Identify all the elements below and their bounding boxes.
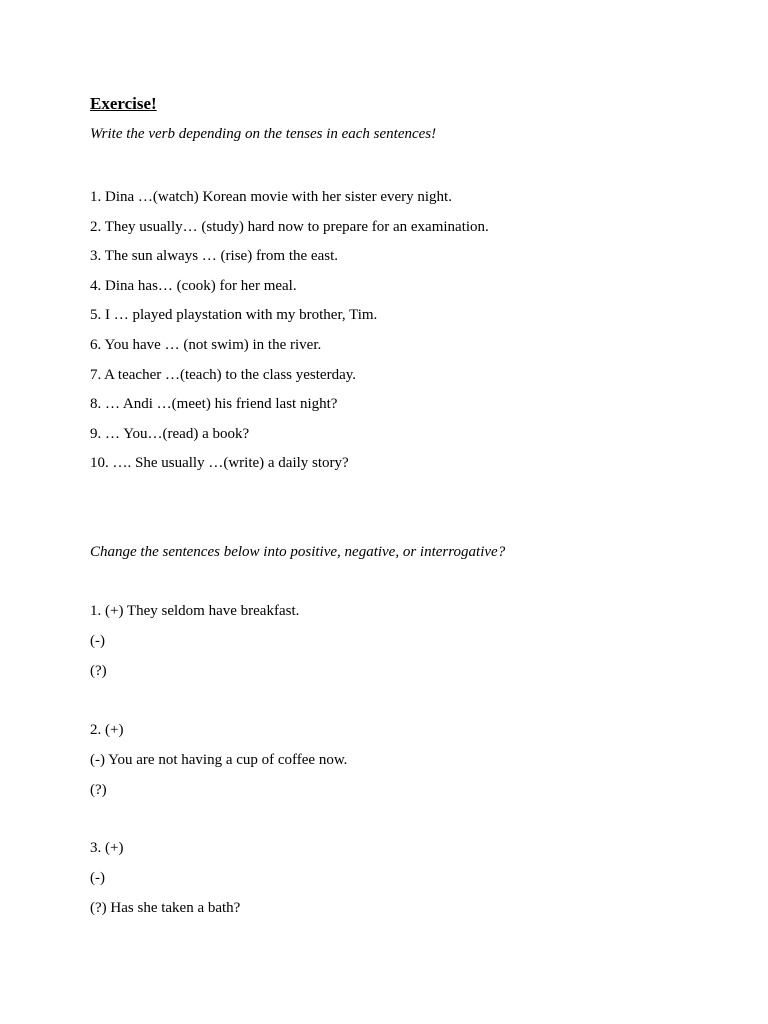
exercise-item-3: 3. The sun always … (rise) from the east. (90, 248, 338, 265)
negative-line: (-) (90, 870, 105, 886)
exercise-item-6: 6. You have … (not swim) in the river. (90, 336, 322, 353)
document-title: Exercise! (90, 94, 157, 113)
exercise-item-1: 1. Dina …(watch) Korean movie with her sister every night. (90, 189, 452, 205)
exercise-item-5: 5. I … played playstation with my brother, Tim. (90, 307, 378, 324)
transform-group-2 (90, 720, 347, 810)
negative-line: (-) You are not having a cup of coffee now. (90, 752, 348, 768)
interrogative-line: (?) (90, 782, 107, 798)
interrogative-line: (?) (90, 663, 107, 679)
verb-exercise-list (90, 187, 489, 483)
section2-instruction: Change the sentences below into positive, negative, or interrogative? (90, 544, 506, 560)
transform-group-1 (90, 601, 299, 691)
exercise-item-4: 4. Dina has… (cook) for her meal. (90, 277, 297, 294)
exercise-item-7: 7. A teacher …(teach) to the class yesterday. (90, 366, 357, 383)
section1-instruction: Write the verb depending on the tenses in each sentences! (90, 126, 437, 142)
transform-group-3 (90, 838, 240, 928)
positive-line: 2. (+) (90, 722, 124, 738)
exercise-item-10: 10. …. She usually …(write) a daily story? (90, 455, 349, 472)
positive-line: 1. (+) They seldom have breakfast. (90, 603, 300, 619)
interrogative-line: (?) Has she taken a bath? (90, 900, 241, 916)
exercise-item-2: 2. They usually… (study) hard now to prepare for an examination. (90, 218, 489, 235)
positive-line: 3. (+) (90, 840, 124, 856)
negative-line: (-) (90, 633, 105, 649)
exercise-item-8: 8. … Andi …(meet) his friend last night? (90, 396, 338, 413)
exercise-item-9: 9. … You…(read) a book? (90, 425, 250, 442)
